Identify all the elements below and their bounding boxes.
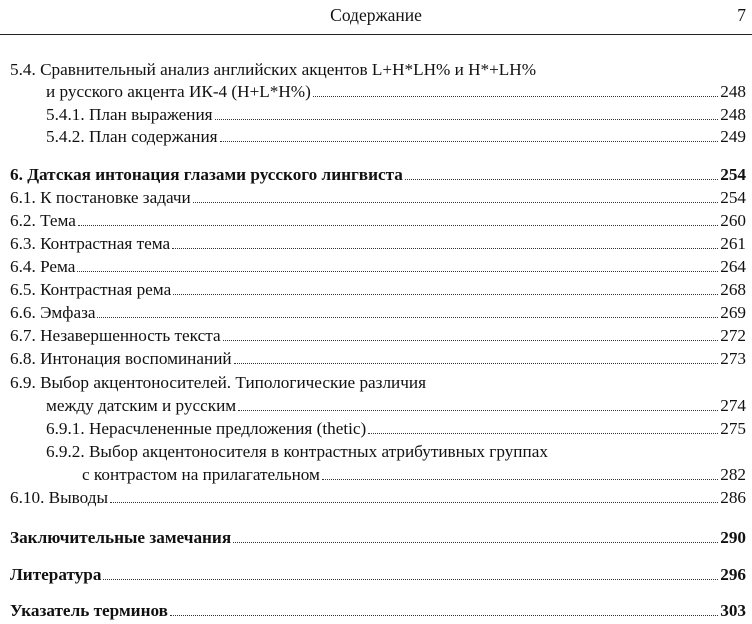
toc-page-number: 254 [720, 188, 746, 207]
toc-entry-label: Литература [10, 565, 102, 584]
toc-entry-6-5[interactable] [10, 279, 746, 301]
toc-entry-6-8[interactable] [10, 348, 746, 370]
toc-entry-5-4-1[interactable] [46, 104, 746, 126]
toc-entry-label: 6.6. Эмфаза [10, 303, 96, 322]
dot-leader [97, 317, 718, 318]
dot-leader [77, 271, 718, 272]
dot-leader [103, 579, 718, 580]
toc-entry-label: 6.7. Незавершенность текста [10, 326, 221, 345]
toc-entry-5-4-2[interactable] [46, 126, 746, 148]
dot-leader [322, 479, 718, 480]
toc-page-number: 290 [720, 528, 746, 547]
dot-leader [170, 615, 718, 616]
toc-entry-6-1[interactable] [10, 187, 746, 209]
toc-page-number: 269 [720, 303, 746, 322]
toc-entry-6-9-line1: 6.9. Выбор акцентоносителей. Типологические различия [10, 373, 426, 392]
dot-leader [233, 542, 718, 543]
toc-page-number: 275 [720, 419, 746, 438]
toc-page-number: 264 [720, 257, 746, 276]
toc-entry-label: 6.2. Тема [10, 211, 76, 230]
toc-entry-6-4[interactable] [10, 256, 746, 278]
toc-entry-literature[interactable] [10, 564, 746, 586]
dot-leader [215, 119, 719, 120]
toc-entry-label: 5.4.1. План выражения [46, 105, 213, 124]
toc-entry-label: 6.3. Контрастная тема [10, 234, 171, 253]
toc-entry-6-9-2-line1: 6.9.2. Выбор акцентоносителя в контрастных атрибутивных группах [46, 442, 548, 461]
dot-leader [234, 363, 719, 364]
toc-entry-label: с контрастом на прилагательном [82, 465, 320, 484]
toc-entry-label: между датским и русским [46, 396, 237, 415]
toc-entry-6-9[interactable] [46, 395, 746, 417]
toc-page-number: 272 [720, 326, 746, 345]
toc-page-number: 274 [720, 396, 746, 415]
toc-page-number: 260 [720, 211, 746, 230]
toc-entry-label: 6.10. Выводы [10, 488, 109, 507]
toc-entry-label: 5.4.2. План содержания [46, 127, 218, 146]
running-header [0, 0, 752, 35]
dot-leader [78, 225, 718, 226]
page-number: 7 [737, 5, 746, 25]
toc-page-number: 282 [720, 465, 746, 484]
dot-leader [220, 141, 719, 142]
toc-entry-6-3[interactable] [10, 233, 746, 255]
dot-leader [313, 96, 718, 97]
toc-entry-index[interactable] [10, 600, 746, 622]
toc-entry-label: и русского акцента ИК-4 (H+L*H%) [46, 82, 311, 101]
toc-page-number: 296 [720, 565, 746, 584]
toc-entry-6-6[interactable] [10, 302, 746, 324]
toc-entry-label: 6. Датская интонация глазами русского лингвиста [10, 165, 403, 184]
toc-entry-5-4[interactable] [46, 81, 746, 103]
toc-page-number: 261 [720, 234, 746, 253]
toc-entry-6-9-2[interactable] [82, 464, 746, 486]
toc-page-number: 249 [720, 127, 746, 146]
dot-leader [238, 410, 718, 411]
dot-leader [110, 502, 718, 503]
toc-entry-6-10[interactable] [10, 487, 746, 509]
toc-entry-label: Указатель терминов [10, 601, 168, 620]
toc-entry-6-7[interactable] [10, 325, 746, 347]
toc-page-number: 273 [720, 349, 746, 368]
toc-entry-label: 6.9.1. Нерасчлененные предложения (thetic) [46, 419, 367, 438]
toc-entry-5-4-line1: 5.4. Сравнительный анализ английских акцентов L+H*LH% и H*+LH% [10, 60, 537, 79]
dot-leader [172, 248, 718, 249]
toc-entry-6-2[interactable] [10, 210, 746, 232]
toc-entry-conclusion[interactable] [10, 527, 746, 549]
header-title: Содержание [330, 5, 422, 25]
dot-leader [405, 179, 718, 180]
toc-page-number: 268 [720, 280, 746, 299]
toc-entry-label: 6.8. Интонация воспоминаний [10, 349, 232, 368]
toc-entry-label: 6.1. К постановке задачи [10, 188, 191, 207]
toc-entry-label: 6.4. Рема [10, 257, 76, 276]
dot-leader [173, 294, 718, 295]
toc-page-number: 286 [720, 488, 746, 507]
dot-leader [223, 340, 719, 341]
toc-entry-6-9-1[interactable] [46, 418, 746, 440]
toc-page-number: 254 [720, 165, 746, 184]
toc-page-number: 248 [720, 105, 746, 124]
dot-leader [193, 202, 718, 203]
toc-page-number: 303 [720, 601, 746, 620]
toc-page-number: 248 [720, 82, 746, 101]
toc-entry-6[interactable] [10, 164, 746, 186]
toc-entry-label: 6.5. Контрастная рема [10, 280, 172, 299]
toc-entry-label: Заключительные замечания [10, 528, 232, 547]
dot-leader [368, 433, 718, 434]
